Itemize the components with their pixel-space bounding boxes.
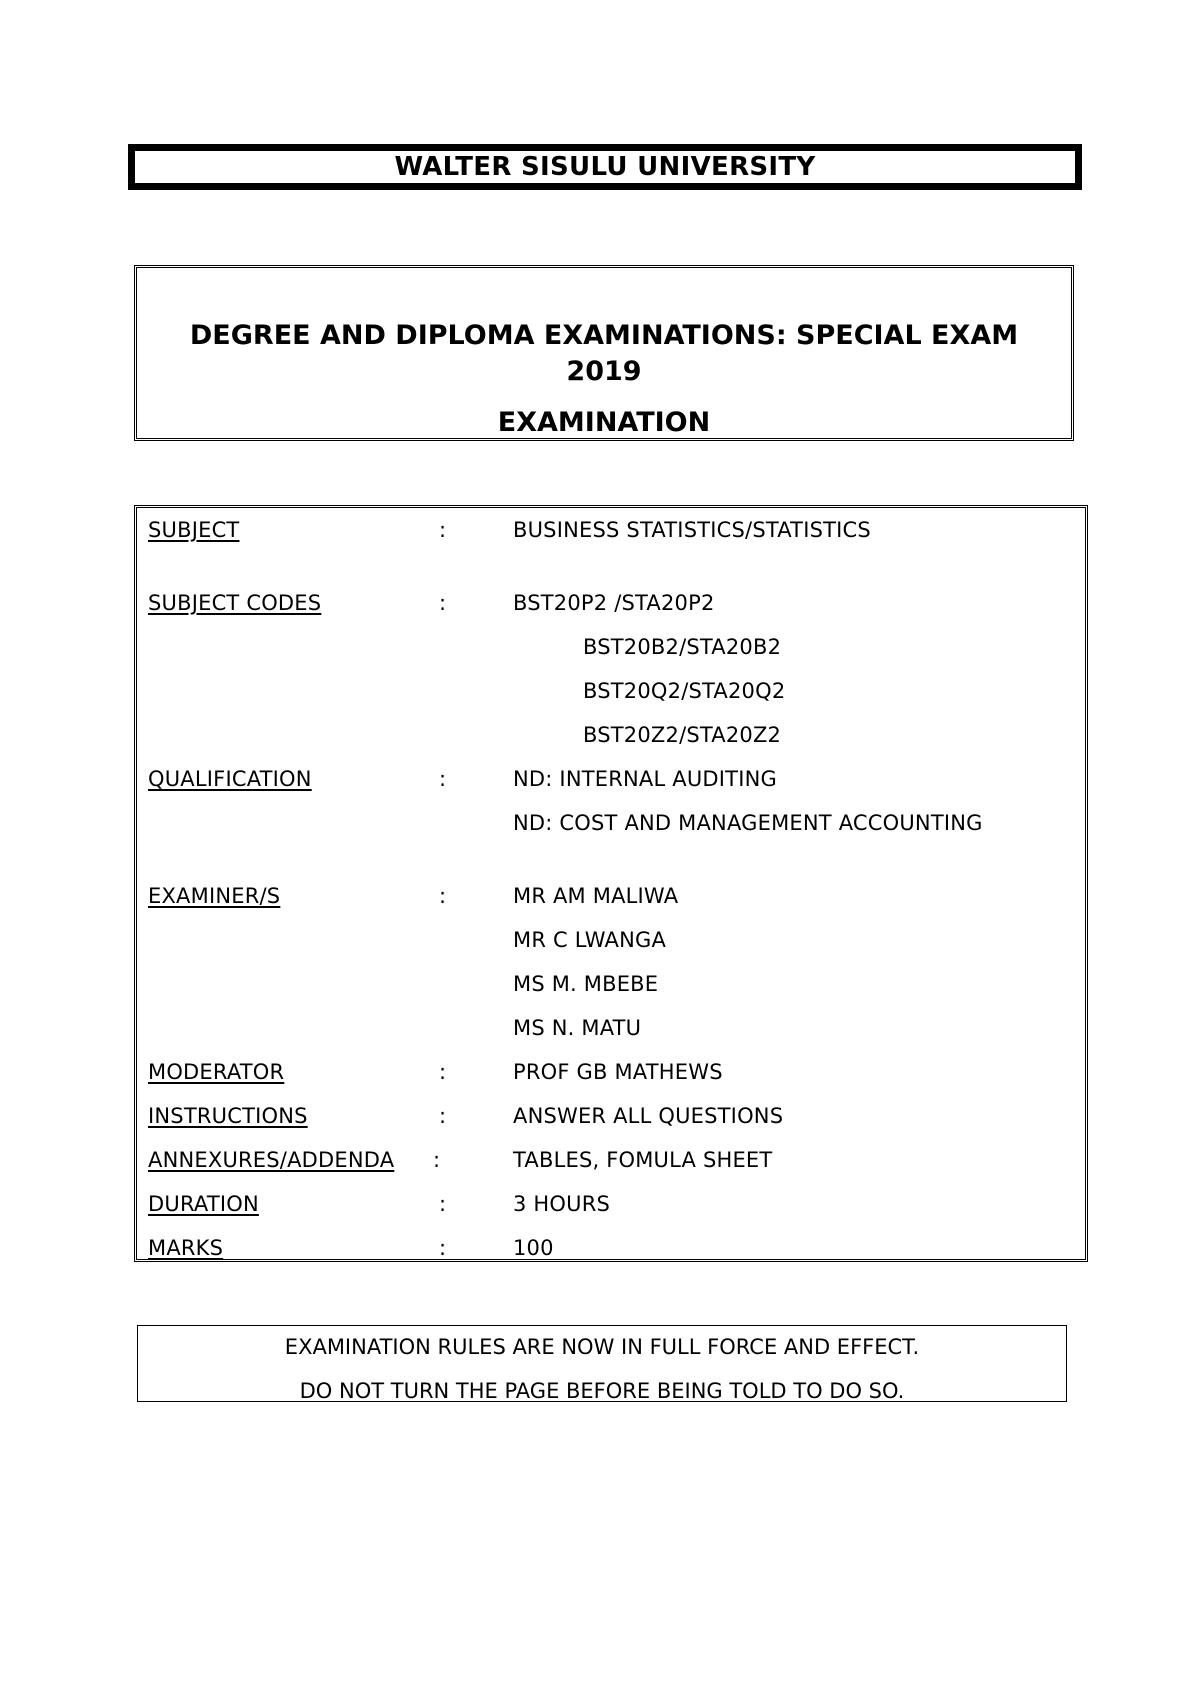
subject-code-value: BST20Z2/STA20Z2	[583, 723, 782, 747]
marks-label: MARKS	[148, 1236, 224, 1260]
detail-row-moderator	[137, 1057, 1085, 1087]
detail-row-marks	[137, 1233, 1085, 1263]
moderator-label: MODERATOR	[148, 1060, 285, 1084]
detail-row-subject-codes	[137, 588, 1085, 618]
colon: :	[439, 767, 447, 791]
colon: :	[439, 591, 447, 615]
detail-row-examiner	[137, 969, 1085, 999]
colon: :	[439, 518, 447, 542]
colon: :	[439, 1236, 447, 1260]
university-title: WALTER SISULU UNIVERSITY	[394, 152, 816, 182]
detail-row-subject	[137, 515, 1085, 545]
exam-details-box	[134, 505, 1088, 1262]
detail-row-subject-code	[137, 720, 1085, 750]
subject-label: SUBJECT	[148, 518, 240, 542]
exam-rules-box	[137, 1325, 1067, 1402]
moderator-value: PROF GB MATHEWS	[513, 1060, 723, 1084]
qualification-label: QUALIFICATION	[148, 767, 312, 791]
examiners-label: EXAMINER/S	[148, 884, 281, 908]
detail-row-examiner	[137, 925, 1085, 955]
subject-codes-label: SUBJECT CODES	[148, 591, 322, 615]
instructions-value: ANSWER ALL QUESTIONS	[513, 1104, 784, 1128]
subject-code-value: BST20P2 /STA20P2	[513, 591, 715, 615]
exam-heading-year: 2019	[566, 356, 642, 387]
detail-row-subject-code	[137, 676, 1085, 706]
university-title-box	[128, 144, 1082, 190]
detail-row-qualification	[137, 764, 1085, 794]
examiner-value: MR C LWANGA	[513, 928, 667, 952]
examiner-value: MS N. MATU	[513, 1016, 642, 1040]
qualification-value: ND: INTERNAL AUDITING	[513, 767, 777, 791]
colon: :	[433, 1148, 441, 1172]
colon: :	[439, 1104, 447, 1128]
subject-code-value: BST20Q2/STA20Q2	[583, 679, 786, 703]
annexures-value: TABLES, FOMULA SHEET	[513, 1148, 773, 1172]
rules-line1: EXAMINATION RULES ARE NOW IN FULL FORCE AND EFFECT.	[284, 1335, 920, 1359]
duration-label: DURATION	[148, 1192, 259, 1216]
annexures-label: ANNEXURES/ADDENDA	[148, 1148, 395, 1172]
duration-value: 3 HOURS	[513, 1192, 611, 1216]
exam-heading-line3: EXAMINATION	[497, 407, 711, 438]
detail-row-instructions	[137, 1101, 1085, 1131]
detail-row-subject-code	[137, 632, 1085, 662]
qualification-value: ND: COST AND MANAGEMENT ACCOUNTING	[513, 811, 983, 835]
subject-value: BUSINESS STATISTICS/STATISTICS	[513, 518, 871, 542]
colon: :	[439, 1060, 447, 1084]
examiner-value: MR AM MALIWA	[513, 884, 679, 908]
detail-row-duration	[137, 1189, 1085, 1219]
instructions-label: INSTRUCTIONS	[148, 1104, 308, 1128]
examiner-value: MS M. MBEBE	[513, 972, 659, 996]
detail-row-examiners	[137, 881, 1085, 911]
colon: :	[439, 1192, 447, 1216]
detail-row-annexures	[137, 1145, 1085, 1175]
exam-heading-line1: DEGREE AND DIPLOMA EXAMINATIONS: SPECIAL EXAM	[189, 320, 1019, 351]
rules-line2: DO NOT TURN THE PAGE BEFORE BEING TOLD TO DO SO.	[299, 1379, 905, 1403]
exam-heading	[137, 318, 1071, 390]
marks-value: 100	[513, 1236, 554, 1260]
detail-row-qualification	[137, 808, 1085, 838]
exam-heading-box	[134, 265, 1074, 441]
colon: :	[439, 884, 447, 908]
detail-row-examiner	[137, 1013, 1085, 1043]
subject-code-value: BST20B2/STA20B2	[583, 635, 782, 659]
